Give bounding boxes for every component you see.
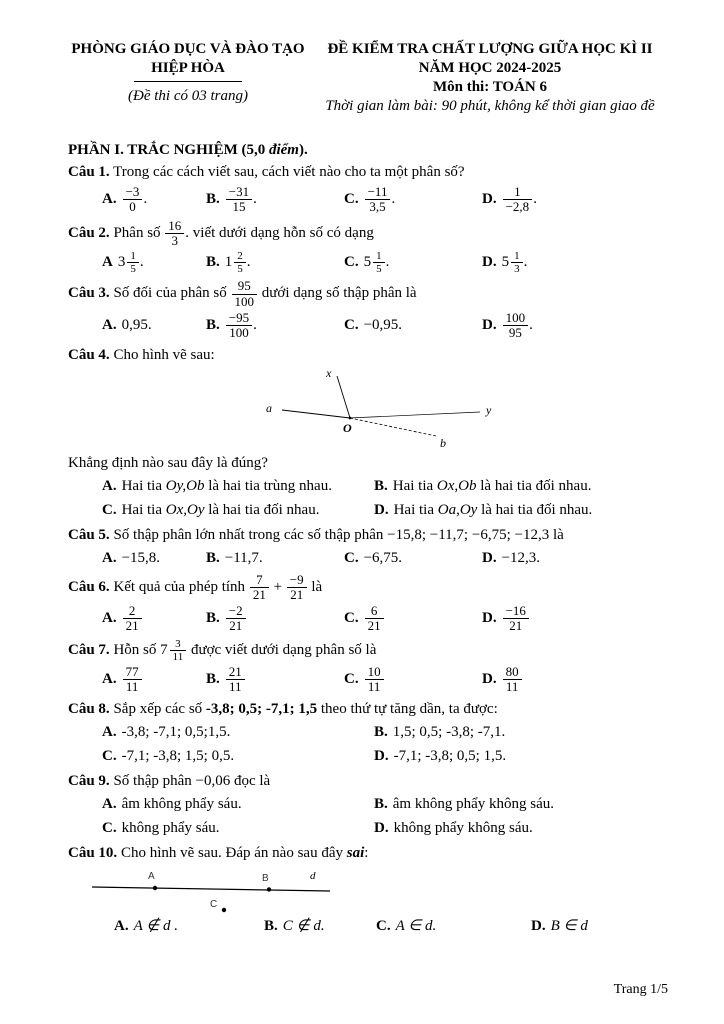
option-C	[344, 548, 482, 569]
options	[68, 665, 668, 695]
text-run: là	[549, 526, 564, 543]
option-A	[102, 185, 206, 215]
text-run: đọc là	[230, 772, 271, 789]
text-run: .	[143, 191, 148, 208]
mixed-number: 3 $\frac{1}{5}$	[118, 254, 140, 270]
option-C	[344, 185, 482, 215]
options	[68, 250, 668, 275]
text-run: không phẩy không sáu.	[393, 819, 533, 836]
question-number: Câu 8.	[68, 700, 110, 717]
subject-line: Môn thi: TOÁN 6	[432, 79, 548, 95]
text-run: Hỗn số	[109, 641, 161, 658]
header-right	[312, 40, 668, 116]
text-run: Hai tia	[393, 501, 438, 518]
text-run: điểm	[268, 142, 299, 158]
text-run: +	[269, 578, 286, 595]
option-label: D.	[482, 317, 497, 334]
question-stem	[68, 699, 668, 720]
option-label: C.	[344, 317, 359, 334]
question-number: Câu 6.	[68, 578, 110, 595]
option-D	[482, 185, 668, 215]
text-run: là hai tia đối nhau.	[476, 477, 592, 494]
text-run: -7,1; -3,8; 0,5; 1,5.	[393, 747, 507, 764]
fraction: $\frac{-3}{0}$	[122, 185, 144, 215]
line-diagram	[86, 868, 366, 914]
option-label: B.	[264, 917, 278, 934]
point-A	[153, 885, 157, 889]
text-run: .	[523, 254, 528, 271]
option-label: B.	[206, 671, 220, 688]
question-number: Câu 7.	[68, 641, 110, 658]
text-run: Trong các cách viết sau, cách viết nào cho ta một phân số?	[109, 164, 465, 180]
fraction: $\frac{-11}{3,5}$	[364, 185, 392, 215]
question-3	[68, 279, 668, 340]
text-run: Cho hình vẽ sau:	[109, 346, 215, 363]
question-number: Câu 1.	[68, 164, 110, 180]
text-run: PHẦN I. TRẮC NGHIỆM (5,0	[68, 142, 269, 158]
options	[68, 311, 668, 341]
question-10	[68, 843, 668, 937]
mixed-number: 5 $\frac{1}{3}$	[502, 254, 524, 270]
duration-note: Thời gian làm bài: 90 phút, không kể thời gian giao đề	[325, 98, 655, 114]
fraction: $\frac{3}{11}$	[169, 638, 188, 663]
district-name: HIỆP HÒA	[151, 60, 225, 76]
question-9	[68, 771, 668, 839]
question-1	[68, 162, 668, 215]
text-run: sai	[346, 844, 365, 861]
option-label: C.	[102, 747, 117, 764]
options	[68, 604, 668, 634]
option-label: D.	[374, 747, 389, 764]
text-run: B ∈ d	[550, 917, 588, 934]
option-A	[102, 250, 206, 275]
figure-line-points	[86, 868, 668, 914]
text-run: Số thập phân lớn nhất trong các số thập phân	[109, 526, 388, 543]
fraction: $\frac{80}{11}$	[502, 665, 523, 695]
question-stem	[68, 279, 668, 309]
question-stem	[68, 219, 668, 249]
option-D	[374, 746, 668, 767]
text-run: . viết dưới dạng hỗn số có dạng	[185, 224, 374, 241]
option-label: C.	[376, 917, 391, 934]
option-label: C.	[344, 610, 359, 627]
question-number: Câu 3.	[68, 285, 110, 302]
text-run: -7,1; -3,8; 1,5; 0,5.	[121, 747, 235, 764]
option-A	[102, 665, 206, 695]
fraction: $\frac{10}{11}$	[364, 665, 385, 695]
fraction: $\frac{16}{3}$	[164, 219, 185, 249]
text-run: A ∉ d .	[133, 917, 179, 934]
options	[68, 476, 668, 521]
option-B	[374, 794, 668, 815]
fraction: $\frac{1}{3}$	[510, 250, 524, 275]
question-stem	[68, 345, 668, 366]
options	[68, 916, 668, 937]
option-label: B.	[206, 317, 220, 334]
question-4	[68, 345, 668, 521]
text-run: theo thứ tự tăng dần, ta được:	[317, 700, 498, 717]
text-run: -3,8; -7,1; 0,5;1,5.	[121, 723, 231, 740]
text-run: ).	[298, 142, 308, 158]
option-C	[344, 665, 482, 695]
option-A	[102, 604, 206, 634]
text-run: là hai tia trùng nhau.	[204, 477, 332, 494]
option-B	[206, 250, 344, 275]
option-label: A.	[102, 671, 117, 688]
text-run: −0,95.	[363, 317, 403, 334]
ray-label-x: x	[326, 367, 332, 380]
line-label-d: d	[310, 869, 316, 882]
option-label: A.	[102, 191, 117, 208]
text-run: .	[385, 254, 390, 271]
option-label: D.	[374, 501, 389, 518]
text-run: Oy,Ob	[165, 477, 205, 494]
point-label-A: A	[148, 870, 155, 882]
option-label: C.	[102, 819, 117, 836]
text-run: Oa,Oy	[437, 501, 478, 518]
option-label: D.	[482, 254, 497, 271]
fraction: $\frac{1}{-2,8}$	[502, 185, 534, 215]
option-C	[344, 604, 482, 634]
text-run: là hai tia đối nhau.	[204, 501, 320, 518]
school-year: NĂM HỌC 2024-2025	[418, 60, 562, 76]
option-label: A.	[102, 477, 117, 494]
option-label: C.	[344, 254, 359, 271]
option-A	[102, 548, 206, 569]
exam-title: ĐỀ KIỂM TRA CHẤT LƯỢNG GIỮA HỌC KÌ II	[327, 41, 653, 57]
text-run: −15,8.	[121, 549, 161, 566]
option-label: B.	[206, 610, 220, 627]
question-stem	[68, 638, 668, 663]
text-run: C ∉ d.	[282, 917, 325, 934]
options	[68, 722, 668, 767]
part-title	[68, 142, 668, 159]
text-run: Sắp xếp các số	[109, 700, 206, 717]
fraction: $\frac{2}{21}$	[122, 604, 143, 634]
option-label: C.	[344, 671, 359, 688]
ray-label-a: a	[266, 400, 272, 415]
text-run: −6,75.	[363, 549, 403, 566]
figure-rays	[250, 368, 668, 450]
mixed-number: 7 $\frac{3}{11}$	[160, 642, 187, 658]
fraction: $\frac{1}{5}$	[126, 250, 140, 275]
fraction: $\frac{2}{5}$	[233, 250, 247, 275]
option-D	[482, 250, 668, 275]
fraction: $\frac{1}{5}$	[372, 250, 386, 275]
option-label: A.	[102, 795, 117, 812]
question-subtext	[68, 453, 668, 474]
point-C	[222, 907, 226, 911]
options	[68, 548, 668, 569]
option-label: A.	[102, 610, 117, 627]
fraction: $\frac{-31}{15}$	[225, 185, 253, 215]
option-B	[374, 722, 668, 743]
text-run: được viết dưới dạng phân số là	[187, 641, 377, 658]
option-B	[374, 476, 668, 497]
text-run: −0,06	[195, 772, 231, 789]
text-run: .	[246, 254, 251, 271]
mixed-number: 1 $\frac{2}{5}$	[225, 254, 247, 270]
fraction: $\frac{100}{95}$	[502, 311, 530, 341]
text-run: là	[307, 578, 323, 595]
fraction: $\frac{21}{11}$	[225, 665, 246, 695]
option-label: C.	[102, 501, 117, 518]
option-label: B.	[206, 254, 220, 271]
option-label: D.	[482, 191, 497, 208]
option-label: B.	[374, 723, 388, 740]
ray-label-o: O	[343, 420, 352, 435]
text-run: dưới dạng số thập phân là	[258, 285, 417, 302]
text-run: Hai tia	[392, 477, 437, 494]
option-A	[102, 315, 206, 336]
text-run: Số thập phân	[109, 772, 196, 789]
text-run: .	[533, 191, 537, 208]
option-B	[206, 185, 344, 215]
mixed-number: 5 $\frac{1}{5}$	[364, 254, 386, 270]
fraction: $\frac{-9}{21}$	[286, 573, 308, 603]
header-underline	[134, 81, 242, 82]
header-left	[64, 40, 312, 116]
option-label: A.	[114, 917, 129, 934]
text-run: 0,95.	[121, 317, 152, 334]
text-run: Cho hình vẽ sau. Đáp án nào sau đây	[117, 844, 347, 861]
text-run: là hai tia đối nhau.	[477, 501, 593, 518]
question-stem	[68, 573, 668, 603]
options	[68, 794, 668, 839]
option-A	[102, 794, 374, 815]
option-label: D.	[482, 549, 497, 566]
text-run: Kết quả của phép tính	[109, 578, 249, 595]
option-C	[102, 746, 374, 767]
option-D	[531, 916, 668, 937]
text-run: -3,8; 0,5; -7,1; 1,5	[205, 700, 318, 717]
ray-label-b: b	[440, 435, 446, 450]
option-label: A.	[102, 723, 117, 740]
question-7	[68, 638, 668, 695]
option-label: D.	[374, 819, 389, 836]
option-label: A	[102, 254, 113, 271]
text-run: −15,8; −11,7; −6,75; −12,3	[387, 526, 550, 543]
option-C	[344, 315, 482, 336]
text-run: −12,3.	[501, 549, 541, 566]
page-number: Trang 1/5	[613, 982, 668, 997]
option-A	[114, 916, 264, 937]
option-B	[206, 665, 344, 695]
option-label: C.	[344, 549, 359, 566]
fraction: $\frac{7}{21}$	[249, 573, 270, 603]
option-D	[374, 500, 668, 521]
option-A	[102, 476, 374, 497]
text-run: âm không phẩy không sáu.	[392, 795, 554, 812]
option-D	[374, 818, 668, 839]
option-label: B.	[374, 795, 388, 812]
question-8	[68, 699, 668, 767]
text-run: Ox,Ob	[436, 477, 477, 494]
text-run: .	[391, 191, 396, 208]
department-name: PHÒNG GIÁO DỤC VÀ ĐÀO TẠO	[71, 41, 305, 57]
question-stem	[68, 525, 668, 546]
fraction: $\frac{77}{11}$	[122, 665, 143, 695]
question-number: Câu 5.	[68, 526, 110, 543]
text-run: Hai tia	[121, 477, 166, 494]
option-B	[264, 916, 376, 937]
option-C	[102, 818, 374, 839]
option-A	[102, 722, 374, 743]
text-run: :	[364, 844, 369, 861]
fraction: $\frac{-16}{21}$	[502, 604, 530, 634]
question-number: Câu 4.	[68, 346, 110, 363]
fraction: $\frac{-95}{100}$	[225, 311, 253, 341]
text-run: Ox,Oy	[165, 501, 205, 518]
option-label: D.	[531, 917, 546, 934]
text-run: −11,7.	[224, 549, 263, 566]
question-stem	[68, 162, 668, 183]
text-run: .	[139, 254, 144, 271]
text-run: .	[253, 191, 257, 208]
origin-point	[349, 416, 352, 419]
question-number: Câu 10.	[68, 844, 118, 861]
rays-diagram	[250, 368, 520, 450]
question-2	[68, 219, 668, 276]
questions	[64, 162, 668, 937]
text-run: .	[253, 317, 257, 334]
option-label: B.	[374, 477, 388, 494]
point-label-B: B	[262, 872, 269, 884]
point-label-C: C	[210, 898, 218, 910]
option-label: B.	[206, 191, 220, 208]
option-C	[344, 250, 482, 275]
text-run: không phẩy sáu.	[121, 819, 220, 836]
option-C	[102, 500, 374, 521]
question-5	[68, 525, 668, 569]
text-run: âm không phẩy sáu.	[121, 795, 242, 812]
text-run: A ∈ d.	[395, 917, 437, 934]
option-D	[482, 604, 668, 634]
option-B	[206, 548, 344, 569]
text-run: Số đối của phân số	[109, 285, 231, 302]
options	[68, 185, 668, 215]
text-run: 1,5; 0,5; -3,8; -7,1.	[392, 723, 506, 740]
point-B	[267, 887, 271, 891]
fraction: $\frac{95}{100}$	[231, 279, 259, 309]
option-label: B.	[206, 549, 220, 566]
option-D	[482, 665, 668, 695]
option-D	[482, 548, 668, 569]
option-label: A.	[102, 549, 117, 566]
question-number: Câu 2.	[68, 224, 110, 241]
fraction: $\frac{-2}{21}$	[225, 604, 247, 634]
fraction: $\frac{6}{21}$	[364, 604, 385, 634]
text-run: Phân số	[109, 224, 165, 241]
text-run: Hai tia	[121, 501, 166, 518]
text-run: .	[529, 317, 533, 334]
option-C	[376, 916, 531, 937]
option-label: A.	[102, 317, 117, 334]
question-6	[68, 573, 668, 634]
exam-header	[64, 40, 668, 116]
option-label: D.	[482, 671, 497, 688]
option-D	[482, 311, 668, 341]
option-B	[206, 311, 344, 341]
question-stem	[68, 771, 668, 792]
question-stem	[68, 843, 668, 864]
page-count-note: (Đề thi có 03 trang)	[128, 88, 248, 104]
option-B	[206, 604, 344, 634]
option-label: D.	[482, 610, 497, 627]
ray-label-y: y	[486, 402, 492, 417]
question-number: Câu 9.	[68, 772, 110, 789]
option-label: C.	[344, 191, 359, 208]
text-run: Khẳng định nào sau đây là đúng?	[68, 454, 268, 471]
